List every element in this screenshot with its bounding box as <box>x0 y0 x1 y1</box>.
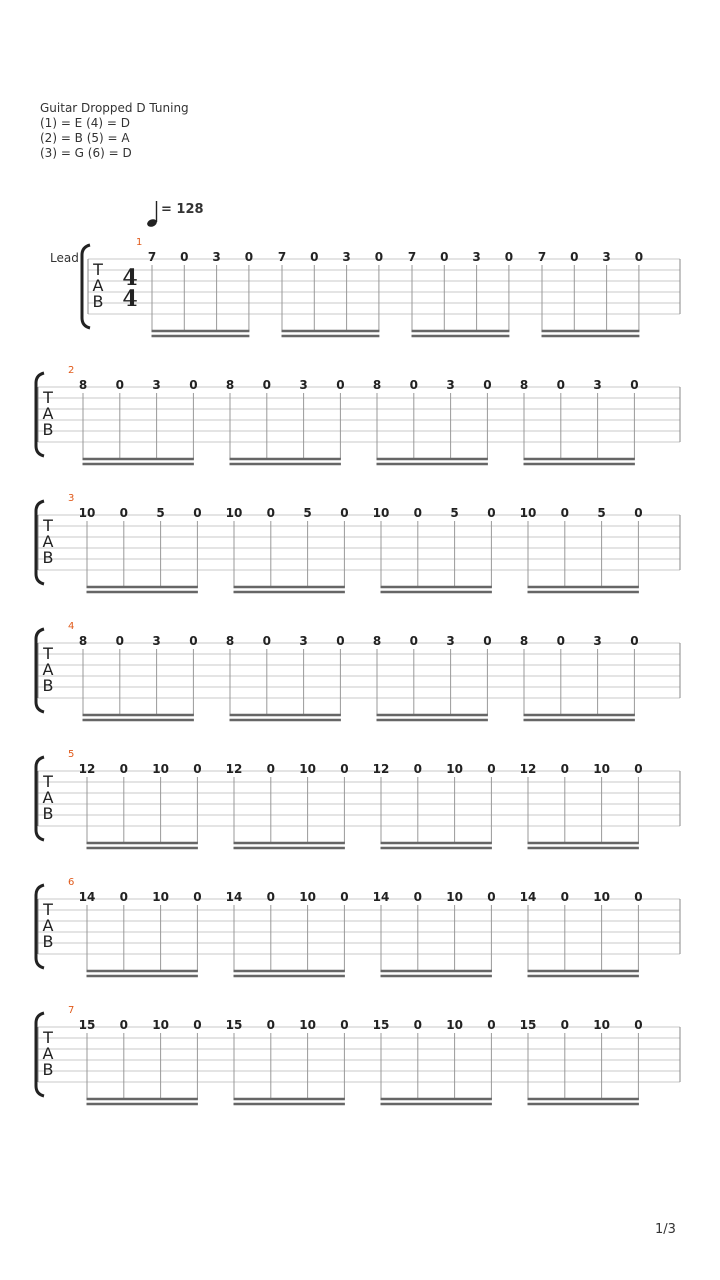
tab-clef-t: T <box>43 644 53 663</box>
fret-number: 10 <box>152 1018 169 1032</box>
fret-number: 7 <box>147 250 157 264</box>
fret-number: 0 <box>634 762 643 776</box>
tab-clef-t: T <box>43 900 53 919</box>
fret-number: 0 <box>483 634 492 648</box>
tab-clef-a: A <box>42 404 54 423</box>
fret-number: 0 <box>487 762 496 776</box>
fret-number: 10 <box>446 890 463 904</box>
fret-number: 12 <box>78 762 96 776</box>
tab-clef-a: A <box>92 276 104 295</box>
fret-number: 0 <box>409 378 418 392</box>
tab-clef-b: B <box>42 804 54 823</box>
fret-number: 14 <box>78 890 96 904</box>
fret-number: 14 <box>225 890 243 904</box>
fret-number: 0 <box>413 506 422 520</box>
measure-number: 2 <box>68 365 75 376</box>
fret-number: 5 <box>597 506 606 520</box>
fret-number: 0 <box>630 378 639 392</box>
fret-number: 10 <box>78 506 96 520</box>
fret-number: 0 <box>630 634 639 648</box>
tuning-line-2: (2) = B (5) = A <box>40 131 130 145</box>
fret-number: 12 <box>372 762 390 776</box>
tab-clef-b: B <box>42 548 54 567</box>
fret-number: 0 <box>262 378 271 392</box>
fret-number: 3 <box>593 378 602 392</box>
fret-number: 0 <box>119 890 128 904</box>
fret-number: 10 <box>446 762 463 776</box>
fret-number: 10 <box>152 762 169 776</box>
fret-number: 0 <box>634 890 643 904</box>
fret-number: 3 <box>299 634 308 648</box>
fret-number: 0 <box>119 506 128 520</box>
fret-number: 10 <box>152 890 169 904</box>
fret-number: 8 <box>225 634 235 648</box>
page-number: 1/3 <box>655 1222 676 1237</box>
fret-number: 3 <box>299 378 308 392</box>
tab-clef-t: T <box>43 1028 53 1047</box>
fret-number: 0 <box>336 378 345 392</box>
fret-number: 0 <box>413 762 422 776</box>
tuning-line-3: (3) = G (6) = D <box>40 146 132 160</box>
fret-number: 0 <box>193 890 202 904</box>
measure-number: 5 <box>68 749 75 760</box>
time-signature-denominator: 4 <box>122 286 138 312</box>
measure-number: 6 <box>68 877 75 888</box>
fret-number: 8 <box>78 634 88 648</box>
fret-number: 0 <box>374 250 384 264</box>
fret-number: 7 <box>537 250 547 264</box>
fret-number: 0 <box>560 890 569 904</box>
fret-number: 10 <box>593 762 610 776</box>
measure-number: 3 <box>68 493 75 504</box>
measure-number: 4 <box>68 621 75 632</box>
fret-number: 3 <box>212 250 221 264</box>
fret-number: 3 <box>602 250 611 264</box>
fret-number: 5 <box>156 506 165 520</box>
fret-number: 0 <box>244 250 254 264</box>
fret-number: 0 <box>193 762 202 776</box>
fret-number: 15 <box>78 1018 96 1032</box>
fret-number: 7 <box>277 250 287 264</box>
fret-number: 0 <box>634 1018 643 1032</box>
fret-number: 8 <box>519 634 529 648</box>
fret-number: 0 <box>115 378 124 392</box>
tuning-line-1: (1) = E (4) = D <box>40 116 130 130</box>
time-signature-numerator: 4 <box>122 265 138 291</box>
fret-number: 10 <box>593 890 610 904</box>
tab-clef-a: A <box>42 532 54 551</box>
tab-clef-b: B <box>42 1060 54 1079</box>
fret-number: 7 <box>407 250 417 264</box>
fret-number: 0 <box>189 634 198 648</box>
fret-number: 10 <box>519 506 537 520</box>
fret-number: 5 <box>303 506 312 520</box>
fret-number: 0 <box>487 890 496 904</box>
fret-number: 0 <box>413 1018 422 1032</box>
fret-number: 15 <box>225 1018 243 1032</box>
tab-clef-a: A <box>42 660 54 679</box>
fret-number: 0 <box>570 250 579 264</box>
fret-number: 0 <box>266 1018 275 1032</box>
tab-clef-a: A <box>42 916 54 935</box>
measure-number: 7 <box>68 1005 75 1016</box>
fret-number: 14 <box>372 890 390 904</box>
fret-number: 0 <box>189 378 198 392</box>
tab-clef-t: T <box>93 260 103 279</box>
fret-number: 0 <box>504 250 514 264</box>
fret-number: 5 <box>450 506 459 520</box>
tab-clef-b: B <box>42 420 54 439</box>
fret-number: 0 <box>336 634 345 648</box>
fret-number: 10 <box>299 1018 316 1032</box>
fret-number: 0 <box>340 506 349 520</box>
fret-number: 0 <box>340 762 349 776</box>
fret-number: 3 <box>342 250 351 264</box>
fret-number: 10 <box>299 890 316 904</box>
tab-clef-a: A <box>42 1044 54 1063</box>
fret-number: 3 <box>446 634 455 648</box>
fret-number: 10 <box>225 506 243 520</box>
fret-number: 3 <box>152 634 161 648</box>
tab-clef-t: T <box>43 772 53 791</box>
fret-number: 0 <box>193 1018 202 1032</box>
fret-number: 14 <box>519 890 537 904</box>
fret-number: 0 <box>266 890 275 904</box>
tab-clef-t: T <box>43 516 53 535</box>
fret-number: 0 <box>634 506 643 520</box>
fret-number: 0 <box>634 250 644 264</box>
fret-number: 8 <box>519 378 529 392</box>
fret-number: 0 <box>340 1018 349 1032</box>
fret-number: 0 <box>560 1018 569 1032</box>
fret-number: 10 <box>446 1018 463 1032</box>
fret-number: 8 <box>372 634 382 648</box>
fret-number: 0 <box>340 890 349 904</box>
fret-number: 15 <box>372 1018 390 1032</box>
fret-number: 0 <box>487 506 496 520</box>
fret-number: 12 <box>519 762 537 776</box>
system-bracket <box>82 245 90 328</box>
tab-clef-b: B <box>42 932 54 951</box>
fret-number: 3 <box>152 378 161 392</box>
fret-number: 0 <box>310 250 319 264</box>
fret-number: 0 <box>413 890 422 904</box>
tab-clef-t: T <box>43 388 53 407</box>
fret-number: 10 <box>299 762 316 776</box>
fret-number: 0 <box>483 378 492 392</box>
fret-number: 0 <box>266 762 275 776</box>
fret-number: 10 <box>372 506 390 520</box>
fret-number: 0 <box>262 634 271 648</box>
tab-clef-b: B <box>92 292 104 311</box>
fret-number: 10 <box>593 1018 610 1032</box>
fret-number: 0 <box>409 634 418 648</box>
measure-number: 1 <box>136 237 143 248</box>
fret-number: 0 <box>266 506 275 520</box>
fret-number: 0 <box>560 506 569 520</box>
fret-number: 0 <box>487 1018 496 1032</box>
tab-clef-b: B <box>42 676 54 695</box>
fret-number: 8 <box>78 378 88 392</box>
fret-number: 0 <box>560 762 569 776</box>
fret-number: 0 <box>440 250 449 264</box>
fret-number: 3 <box>593 634 602 648</box>
fret-number: 0 <box>180 250 189 264</box>
fret-number: 0 <box>115 634 124 648</box>
fret-number: 0 <box>119 762 128 776</box>
fret-number: 12 <box>225 762 243 776</box>
fret-number: 0 <box>556 634 565 648</box>
fret-number: 3 <box>446 378 455 392</box>
tempo-marking: = 128 <box>161 202 204 217</box>
fret-number: 15 <box>519 1018 537 1032</box>
fret-number: 0 <box>119 1018 128 1032</box>
track-name: Lead <box>50 251 79 265</box>
tab-clef-a: A <box>42 788 54 807</box>
fret-number: 0 <box>193 506 202 520</box>
score-title: Guitar Dropped D Tuning <box>40 101 189 115</box>
fret-number: 8 <box>225 378 235 392</box>
fret-number: 8 <box>372 378 382 392</box>
fret-number: 3 <box>472 250 481 264</box>
fret-number: 0 <box>556 378 565 392</box>
